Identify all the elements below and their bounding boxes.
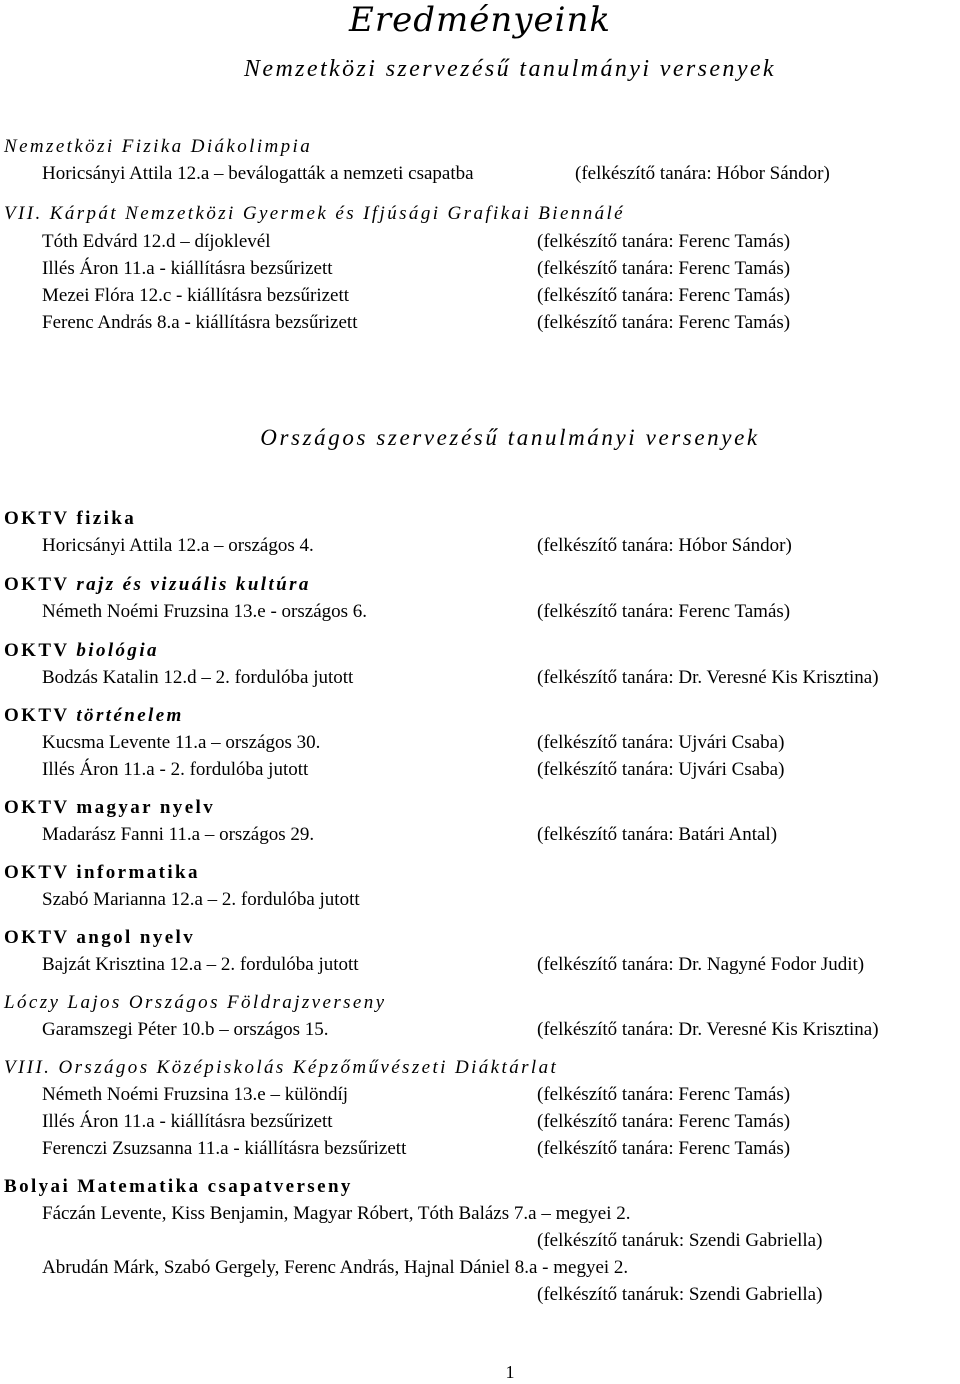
competition-heading	[0, 992, 960, 1020]
result-row	[0, 889, 960, 917]
heading-segment: Bolyai Matematika csapatverseny	[4, 1176, 353, 1197]
teacher-credit: (felkészítő tanára: Ferenc Tamás)	[537, 1138, 791, 1159]
section-title-international: Nemzetközi szervezésű tanulmányi versenyek	[243, 56, 776, 82]
teacher-credit: (felkészítő tanára: Ferenc Tamás)	[537, 285, 791, 306]
student-result: Németh Noémi Fruzsina 13.e – különdíj	[42, 1084, 349, 1105]
competition-title	[4, 640, 159, 662]
competition-title	[4, 797, 215, 819]
result-row	[0, 1284, 960, 1312]
result-row	[0, 285, 960, 313]
student-result: Bajzát Krisztina 12.a – 2. fordulóba jutott	[42, 954, 359, 975]
teacher-credit: (felkészítő tanára: Dr. Nagyné Fodor Judit)	[537, 954, 865, 975]
teacher-credit: (felkészítő tanára: Ferenc Tamás)	[537, 231, 791, 252]
result-row	[0, 954, 960, 982]
teacher-credit: (felkészítő tanára: Ferenc Tamás)	[537, 1084, 791, 1105]
teacher-credit: (felkészítő tanára: Hóbor Sándor)	[537, 535, 792, 556]
heading-segment: OKTV	[4, 574, 77, 595]
result-row	[0, 1138, 960, 1166]
result-row	[0, 1257, 960, 1285]
result-row	[0, 1019, 960, 1047]
student-result: Madarász Fanni 11.a – országos 29.	[42, 824, 315, 845]
teacher-credit: (felkészítő tanára: Hóbor Sándor)	[575, 163, 830, 184]
result-row	[0, 1230, 960, 1258]
student-result: Horicsányi Attila 12.a – országos 4.	[42, 535, 314, 556]
student-result: Ferenczi Zsuzsanna 11.a - kiállításra bezsűrizett	[42, 1138, 407, 1159]
competition-heading	[0, 640, 960, 668]
heading-segment: Nemzetközi Fizika Diákolimpia	[4, 136, 313, 157]
heading-segment: rajz és vizuális kultúra	[76, 574, 311, 595]
student-result: Horicsányi Attila 12.a – beválogatták a nemzeti csapatba	[42, 163, 474, 184]
result-row	[0, 732, 960, 760]
teacher-credit: (felkészítő tanára: Ferenc Tamás)	[537, 1111, 791, 1132]
heading-segment: OKTV magyar nyelv	[4, 797, 216, 818]
student-result: Németh Noémi Fruzsina 13.e - országos 6.	[42, 601, 368, 622]
competition-heading	[0, 203, 960, 231]
teacher-credit: (felkészítő tanára: Dr. Veresné Kis Krisztina)	[537, 1019, 879, 1040]
heading-segment: OKTV	[4, 640, 77, 661]
result-row	[0, 231, 960, 259]
heading-segment: OKTV fizika	[4, 508, 137, 529]
student-result: Illés Áron 11.a - kiállításra bezsűrizett	[42, 258, 333, 279]
heading-segment: OKTV angol nyelv	[4, 927, 196, 948]
teacher-credit: (felkészítő tanára: Ferenc Tamás)	[537, 601, 791, 622]
teacher-credit: (felkészítő tanára: Ujvári Csaba)	[537, 759, 785, 780]
teacher-credit: (felkészítő tanára: Ferenc Tamás)	[537, 258, 791, 279]
section-title-national: Országos szervezésű tanulmányi versenyek	[260, 425, 760, 450]
competition-title	[4, 927, 195, 949]
result-row	[0, 312, 960, 340]
result-row	[0, 601, 960, 629]
competition-heading	[0, 862, 960, 890]
teacher-credit: (felkészítő tanáruk: Szendi Gabriella)	[537, 1230, 823, 1251]
result-row	[0, 759, 960, 787]
competition-heading	[0, 927, 960, 955]
result-row	[0, 1203, 960, 1231]
competition-heading	[0, 508, 960, 536]
competition-title	[4, 705, 184, 727]
student-result: Kucsma Levente 11.a – országos 30.	[42, 732, 321, 753]
result-row	[0, 258, 960, 286]
competition-title	[4, 508, 136, 530]
competition-title	[4, 862, 200, 884]
heading-segment: OKTV informatika	[4, 862, 200, 883]
competition-heading	[0, 797, 960, 825]
student-result: Garamszegi Péter 10.b – országos 15.	[42, 1019, 329, 1040]
student-result: Abrudán Márk, Szabó Gergely, Ferenc András, Hajnal Dániel 8.a - megyei 2.	[42, 1257, 629, 1278]
competition-heading	[0, 136, 960, 164]
result-row	[0, 824, 960, 852]
competition-title	[4, 1057, 558, 1079]
result-row	[0, 667, 960, 695]
competition-heading	[0, 574, 960, 602]
result-row	[0, 163, 960, 191]
heading-segment: VII. Kárpát Nemzetközi Gyermek és Ifjúsági Grafikai Biennálé	[4, 203, 626, 224]
teacher-credit: (felkészítő tanára: Ferenc Tamás)	[537, 312, 791, 333]
student-result: Szabó Marianna 12.a – 2. fordulóba jutott	[42, 889, 360, 910]
result-row	[0, 1084, 960, 1112]
heading-segment: biológia	[76, 640, 159, 661]
student-result: Fáczán Levente, Kiss Benjamin, Magyar Róbert, Tóth Balázs 7.a – megyei 2.	[42, 1203, 631, 1224]
competition-title	[4, 136, 312, 158]
student-result: Illés Áron 11.a - kiállításra bezsűrizett	[42, 1111, 333, 1132]
competition-heading	[0, 705, 960, 733]
competition-title	[4, 1176, 353, 1198]
student-result: Illés Áron 11.a - 2. fordulóba jutott	[42, 759, 309, 780]
competition-title	[4, 992, 387, 1014]
page-number: 1	[505, 1362, 515, 1382]
result-row	[0, 535, 960, 563]
heading-segment: Lóczy Lajos Országos Földrajzverseny	[4, 992, 387, 1013]
competition-heading	[0, 1057, 960, 1085]
student-result: Mezei Flóra 12.c - kiállításra bezsűrizett	[42, 285, 350, 306]
competition-heading	[0, 1176, 960, 1204]
teacher-credit: (felkészítő tanáruk: Szendi Gabriella)	[537, 1284, 823, 1305]
heading-segment: történelem	[76, 705, 184, 726]
student-result: Bodzás Katalin 12.d – 2. fordulóba jutott	[42, 667, 354, 688]
teacher-credit: (felkészítő tanára: Ujvári Csaba)	[537, 732, 785, 753]
heading-segment: VIII. Országos Középiskolás Képzőművészeti Diáktárlat	[4, 1057, 559, 1078]
result-row	[0, 1111, 960, 1139]
teacher-credit: (felkészítő tanára: Dr. Veresné Kis Krisztina)	[537, 667, 879, 688]
student-result: Ferenc András 8.a - kiállításra bezsűrizett	[42, 312, 358, 333]
competition-title	[4, 203, 625, 225]
teacher-credit: (felkészítő tanára: Batári Antal)	[537, 824, 778, 845]
competition-title	[4, 574, 311, 596]
student-result: Tóth Edvárd 12.d – díjoklevél	[42, 231, 271, 252]
heading-segment: OKTV	[4, 705, 77, 726]
page-title: Eredményeink	[349, 0, 611, 40]
